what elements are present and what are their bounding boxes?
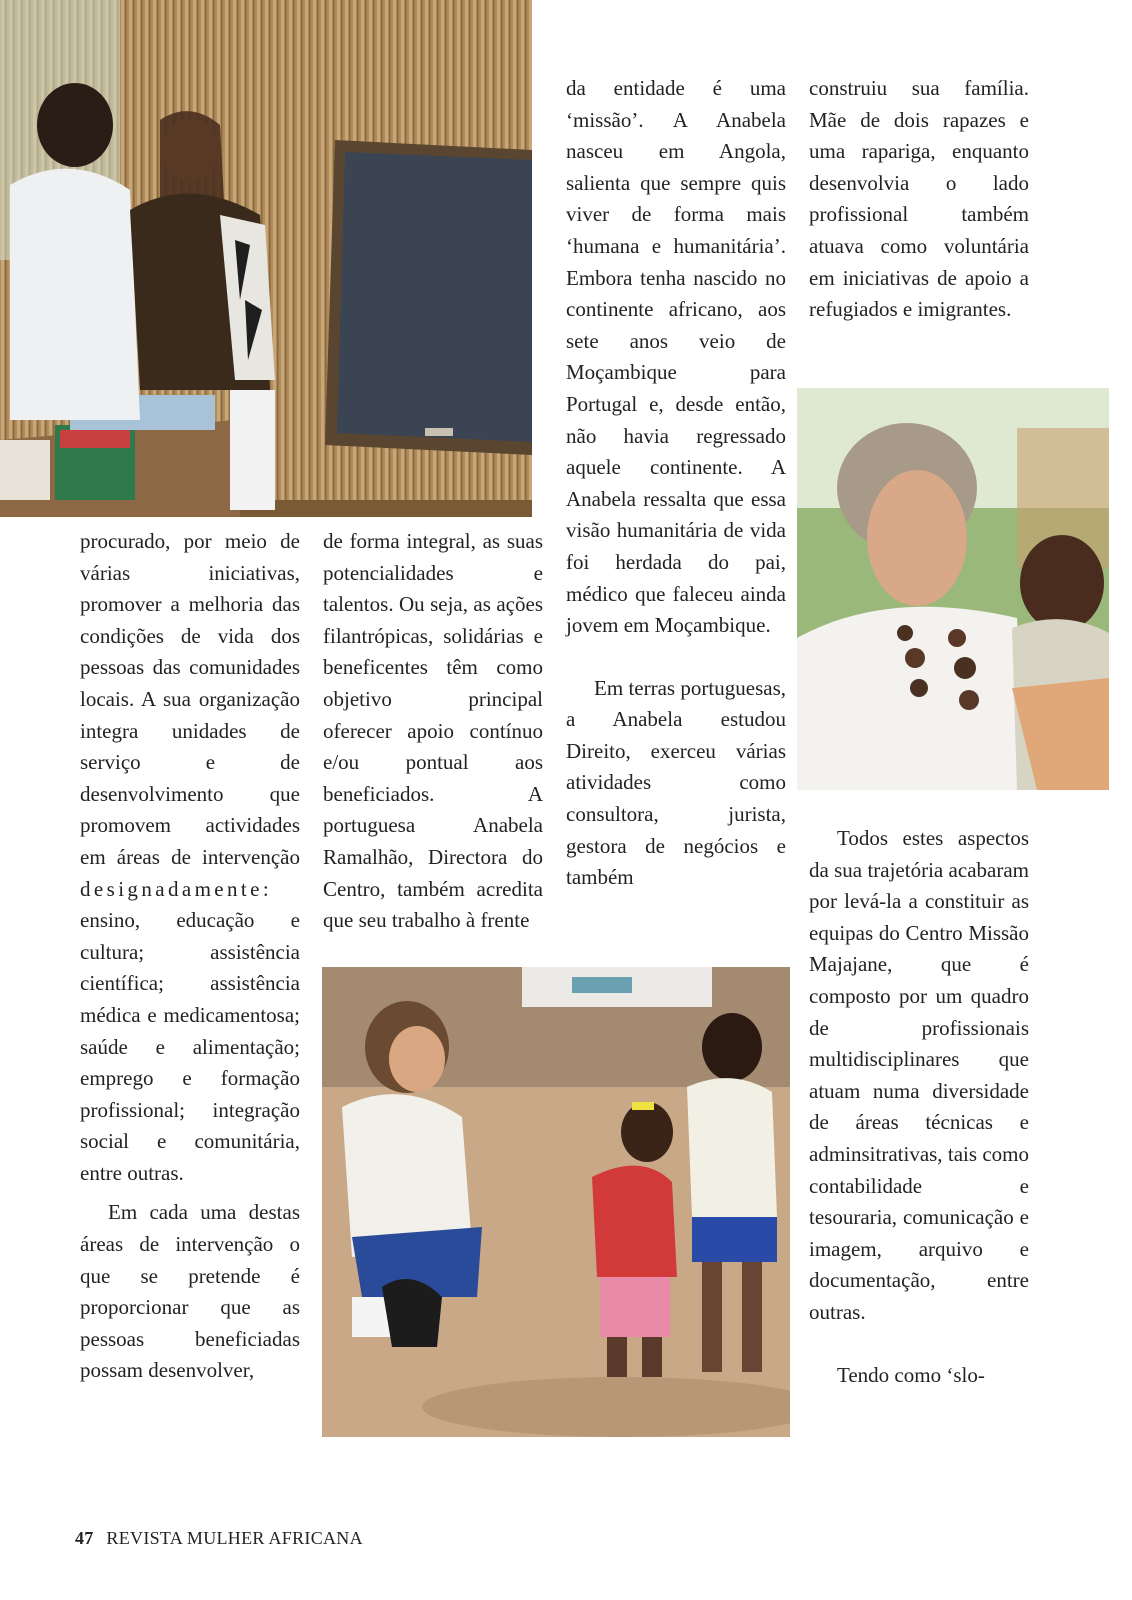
text-column-1 [80, 526, 300, 1387]
paragraph [80, 526, 300, 1189]
text-column-4 [809, 73, 1029, 326]
paragraph: construiu sua família. Mãe de dois rapazes e uma rapariga, enquanto desenvolvia o lado profissional também atuava como voluntária em iniciativas de apoio a refugiados e imigrantes. [809, 76, 1029, 322]
page-footer [75, 1528, 363, 1549]
paragraph: Em terras portuguesas, a Anabela estudou Direito, exerceu várias atividades como consultora, jurista, gestora de negócios e também [566, 675, 786, 890]
text-column-3 [566, 73, 786, 894]
magazine-title: REVISTA MULHER AFRICANA [106, 1528, 363, 1548]
woman-holding-child-photo [797, 388, 1109, 790]
text-column-4-continued [809, 823, 1029, 1391]
page-number: 47 [75, 1528, 94, 1548]
paragraph: Tendo como ‘slo- [837, 1362, 985, 1387]
paragraph: de forma integral, as suas potencialidades e talentos. Ou seja, as ações filantrópicas, solidárias e beneficentes têm como objetivo principal oferecer apoio contínuo e/ou pontual aos beneficiados. A portuguesa Anabela Ramalhão, Directora do Centro, também acredita que seu trabalho à frente [323, 529, 543, 933]
woman-with-children-photo [322, 967, 790, 1437]
paragraph: Todos estes aspectos da sua trajetória acabaram por levá-la a constituir as equipas do Centro Missão Majajane, que é composto por um quadro de profissionais multidisciplinares que atuam numa diversidade de áreas técnicas e adminsitrativas, tais como contabilidade e tesouraria, comunicação e imagem, arquivo e documentação, entre outras. [809, 826, 1029, 1324]
paragraph-text: ensino, educação e cultura; assistência científica; assistência médica e medicamentosa; saúde e alimentação; emprego e formação profissional; integração social e comunitária, entre outras. [80, 908, 300, 1185]
paragraph: da entidade é uma ‘missão’. A Anabela nasceu em Angola, salienta que sempre quis viver de forma mais ‘humana e humanitária’. Embora tenha nascido no continente africano, aos sete anos veio de Moçambique para Portugal e, desde então, não havia regressado aquele continente. A Anabela ressalta que essa visão humanitária de vida foi herdada do pai, médico que faleceu ainda jovem em Moçambique. [566, 76, 786, 638]
classroom-photo [0, 0, 532, 517]
paragraph-text: procurado, por meio de várias iniciativas, promover a melhoria das condições de vida dos pessoas das comunidades locais. A sua organização integra unidades de serviço e de desenvolvimento que promovem actividades em áreas de intervenção [80, 529, 300, 869]
text-column-2 [323, 526, 543, 937]
paragraph: Em cada uma destas áreas de intervenção o que se pretende é proporcionar que as pessoas beneficiadas possam desenvolver, [80, 1200, 300, 1383]
paragraph-text: designadamente: [80, 876, 273, 901]
